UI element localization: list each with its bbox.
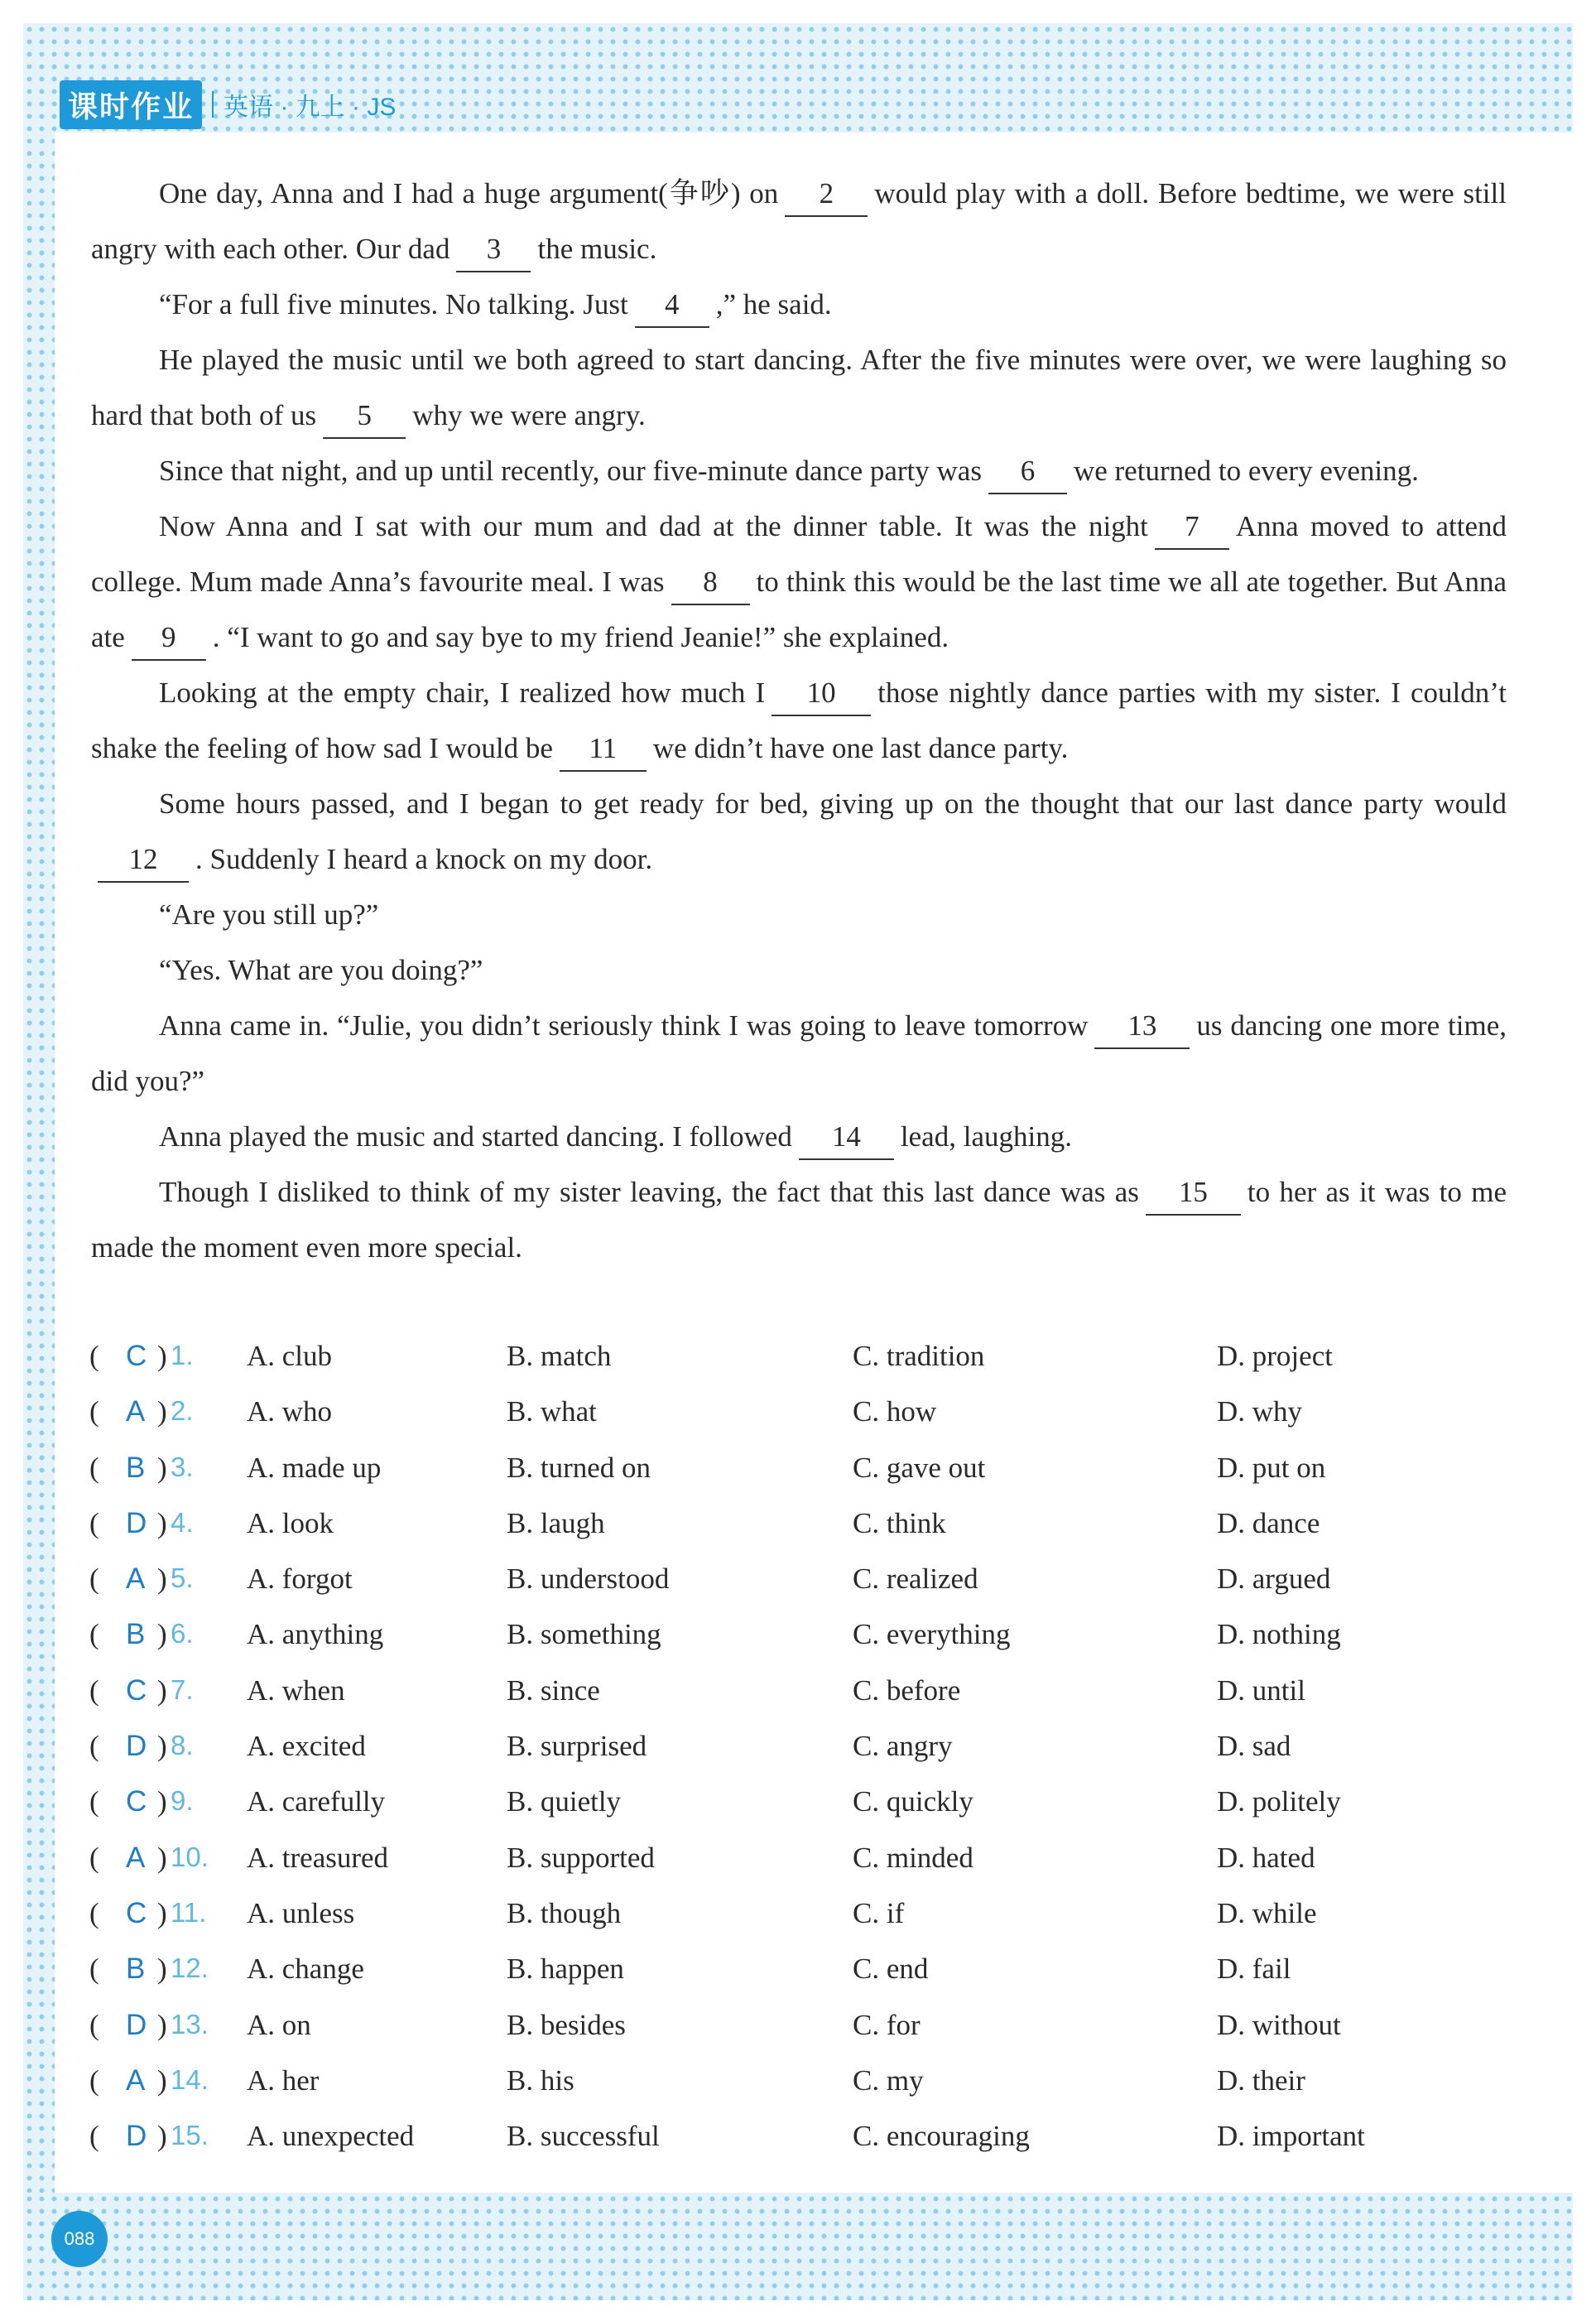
paragraph: “Are you still up?” — [159, 898, 379, 931]
option-a: A. forgot — [247, 1563, 353, 1596]
question-number: 12. — [171, 1953, 209, 1984]
question-number: 5. — [171, 1563, 194, 1594]
option-b: B. something — [507, 1618, 661, 1651]
question-number: 6. — [171, 1618, 194, 1649]
option-c: C. how — [853, 1395, 937, 1428]
question-row: ( C ) 7. A. when B. since C. before D. until — [89, 1673, 1305, 1707]
question-number: 13. — [171, 2008, 209, 2039]
answer-mark: A — [126, 1395, 146, 1428]
question-number: 1. — [171, 1340, 194, 1370]
paragraph: “For a full five minutes. No talking. Just 4 ,” he said. — [91, 277, 1507, 332]
option-d: D. their — [1217, 2063, 1305, 2097]
left-dot-band — [23, 23, 55, 2300]
option-b: B. turned on — [507, 1451, 651, 1484]
question-row: ( A ) 14. A. her B. his C. my D. their — [89, 2063, 1305, 2097]
answer-mark: D — [126, 2008, 147, 2041]
option-d: D. important — [1217, 2120, 1365, 2153]
paragraph: He played the music until we both agreed to start dancing. After the five minutes were over, we were laughing so hard that both of us 5 why we were angry. — [91, 332, 1507, 443]
question-number: 2. — [171, 1395, 194, 1427]
brand-logo: 课时作业 — [60, 80, 202, 129]
subject-label: 英语 · 九上 · JS — [224, 94, 397, 121]
option-a: A. carefully — [247, 1785, 386, 1818]
paragraph: Though I disliked to think of my sister leaving, the fact that this last dance was as 15 to her as it was to me made the moment even more special. — [91, 1164, 1507, 1275]
option-c: C. encouraging — [853, 2120, 1030, 2153]
option-a: A. anything — [247, 1618, 384, 1651]
question-row: ( A ) 2. A. who B. what C. how D. why — [89, 1395, 1303, 1428]
blank-13: 13 — [1094, 1004, 1190, 1049]
blank-9: 9 — [132, 616, 206, 661]
option-b: B. understood — [507, 1563, 670, 1596]
question-list — [89, 1340, 1507, 2175]
answer-mark: A — [126, 2063, 146, 2097]
option-b: B. what — [507, 1395, 597, 1428]
question-row: ( D ) 8. A. excited B. surprised C. angry D. sad — [89, 1730, 1291, 1763]
paragraph: Now Anna and I sat with our mum and dad at the dinner table. It was the night 7 Anna moved to attend college. Mum made Anna’s favourite meal. I was 8 to think this would be the last time we all ate together. But Anna ate 9 . “I want to go and say bye to my friend Jeanie!” she explained. — [91, 498, 1507, 665]
page-number: 088 — [51, 2211, 108, 2267]
option-d: D. fail — [1217, 1953, 1291, 1986]
question-row: ( A ) 5. A. forgot B. understood C. realized D. argued — [89, 1563, 1331, 1596]
question-number: 15. — [171, 2120, 209, 2151]
option-d: D. argued — [1217, 1563, 1331, 1596]
option-c: C. everything — [853, 1618, 1011, 1651]
option-d: D. why — [1217, 1395, 1303, 1428]
reading-passage — [91, 166, 1507, 1275]
blank-6: 6 — [988, 450, 1067, 494]
page-header — [60, 81, 396, 128]
option-d: D. put on — [1217, 1451, 1326, 1484]
option-a: A. excited — [247, 1730, 366, 1763]
question-row: ( B ) 12. A. change B. happen C. end D. fail — [89, 1953, 1291, 1986]
question-row: ( A ) 10. A. treasured B. supported C. minded D. hated — [89, 1841, 1315, 1874]
answer-mark: D — [126, 1730, 147, 1763]
option-b: B. quietly — [507, 1785, 622, 1818]
option-c: C. my — [853, 2063, 924, 2097]
option-c: C. quickly — [853, 1785, 973, 1818]
question-row: ( B ) 3. A. made up B. turned on C. gave out D. put on — [89, 1451, 1326, 1484]
option-b: B. laugh — [507, 1506, 605, 1539]
paragraph: “Yes. What are you doing?” — [159, 954, 483, 986]
option-c: C. angry — [853, 1730, 953, 1763]
option-c: C. realized — [853, 1563, 978, 1596]
bottom-dot-band — [23, 2193, 1573, 2300]
option-b: B. since — [507, 1673, 600, 1707]
option-d: D. dance — [1217, 1506, 1320, 1539]
blank-2: 2 — [785, 172, 868, 217]
option-b: B. surprised — [507, 1730, 647, 1763]
option-a: A. made up — [247, 1451, 382, 1484]
question-row: ( C ) 11. A. unless B. though C. if D. while — [89, 1896, 1317, 1929]
option-d: D. hated — [1217, 1841, 1315, 1874]
answer-mark: A — [126, 1563, 146, 1596]
option-c: C. gave out — [853, 1451, 986, 1484]
option-b: B. supported — [507, 1841, 655, 1874]
option-c: C. if — [853, 1896, 905, 1929]
option-b: B. besides — [507, 2008, 626, 2041]
blank-3: 3 — [456, 228, 531, 272]
answer-mark: D — [126, 2120, 147, 2153]
answer-mark: C — [126, 1673, 147, 1707]
option-c: C. before — [853, 1673, 961, 1707]
blank-5: 5 — [323, 394, 406, 439]
question-row: ( B ) 6. A. anything B. something C. everything D. nothing — [89, 1618, 1341, 1651]
question-number: 14. — [171, 2063, 209, 2095]
blank-12: 12 — [98, 838, 189, 883]
option-d: D. while — [1217, 1896, 1317, 1929]
option-d: D. until — [1217, 1673, 1305, 1707]
option-d: D. project — [1217, 1340, 1333, 1372]
option-c: C. end — [853, 1953, 929, 1986]
blank-14: 14 — [799, 1115, 894, 1160]
option-b: B. successful — [507, 2120, 660, 2153]
blank-10: 10 — [772, 672, 871, 716]
answer-mark: B — [126, 1618, 146, 1651]
option-d: D. without — [1217, 2008, 1341, 2041]
blank-7: 7 — [1155, 505, 1229, 550]
option-a: A. who — [247, 1395, 333, 1428]
answer-mark: A — [126, 1841, 146, 1874]
option-a: A. club — [247, 1340, 333, 1372]
option-a: A. unexpected — [247, 2120, 415, 2153]
option-b: B. his — [507, 2063, 574, 2097]
option-c: C. for — [853, 2008, 921, 2041]
paragraph: Anna played the music and started dancing. I followed 14 lead, laughing. — [91, 1109, 1507, 1164]
option-b: B. though — [507, 1896, 622, 1929]
blank-11: 11 — [560, 727, 647, 772]
blank-4: 4 — [635, 283, 709, 328]
answer-mark: B — [126, 1451, 146, 1484]
option-a: A. on — [247, 2008, 311, 2041]
question-row: ( C ) 9. A. carefully B. quietly C. quickly D. politely — [89, 1785, 1341, 1818]
blank-15: 15 — [1146, 1171, 1241, 1216]
option-d: D. nothing — [1217, 1618, 1341, 1651]
blank-8: 8 — [671, 561, 750, 605]
paragraph: Some hours passed, and I began to get ready for bed, giving up on the thought that our last dance party would12 . Suddenly I heard a knock on my door. — [91, 776, 1507, 887]
paragraph: One day, Anna and I had a huge argument(争吵) on 2 would play with a doll. Before bedtime, we were still angry with each other. Our dad 3 the music. — [91, 166, 1507, 277]
question-number: 11. — [171, 1896, 207, 1928]
question-number: 10. — [171, 1841, 209, 1872]
option-c: C. minded — [853, 1841, 973, 1874]
question-number: 7. — [171, 1673, 194, 1705]
option-a: A. unless — [247, 1896, 355, 1929]
option-b: B. match — [507, 1340, 612, 1372]
option-a: A. change — [247, 1953, 364, 1986]
option-b: B. happen — [507, 1953, 624, 1986]
question-number: 8. — [171, 1730, 194, 1761]
question-row: ( D ) 15. A. unexpected B. successful C. encouraging D. important — [89, 2120, 1365, 2153]
paragraph: Looking at the empty chair, I realized how much I 10 those nightly dance parties with my sister. I couldn’t shake the feeling of how sad I would be 11 we didn’t have one last dance party. — [91, 665, 1507, 776]
paragraph: Anna came in. “Julie, you didn’t seriously think I was going to leave tomorrow 13 us dancing one more time, did you?” — [91, 998, 1507, 1109]
answer-mark: C — [126, 1340, 147, 1372]
question-number: 9. — [171, 1785, 194, 1817]
option-c: C. think — [853, 1506, 946, 1539]
option-c: C. tradition — [853, 1340, 985, 1372]
option-d: D. sad — [1217, 1730, 1291, 1763]
question-row: ( D ) 4. A. look B. laugh C. think D. dance — [89, 1506, 1320, 1539]
question-number: 4. — [171, 1506, 194, 1538]
header-divider — [212, 91, 214, 118]
option-a: A. look — [247, 1506, 334, 1539]
answer-mark: C — [126, 1896, 147, 1929]
question-row: ( C ) 1. A. club B. match C. tradition D. project — [89, 1340, 1333, 1372]
answer-mark: B — [126, 1953, 146, 1986]
paragraph: Since that night, and up until recently, our five-minute dance party was 6 we returned to every evening. — [91, 443, 1507, 498]
answer-mark: D — [126, 1506, 147, 1539]
option-a: A. treasured — [247, 1841, 389, 1874]
question-number: 3. — [171, 1451, 194, 1482]
question-row: ( D ) 13. A. on B. besides C. for D. without — [89, 2008, 1341, 2041]
answer-mark: C — [126, 1785, 147, 1818]
option-d: D. politely — [1217, 1785, 1341, 1818]
option-a: A. her — [247, 2063, 320, 2097]
option-a: A. when — [247, 1673, 345, 1707]
